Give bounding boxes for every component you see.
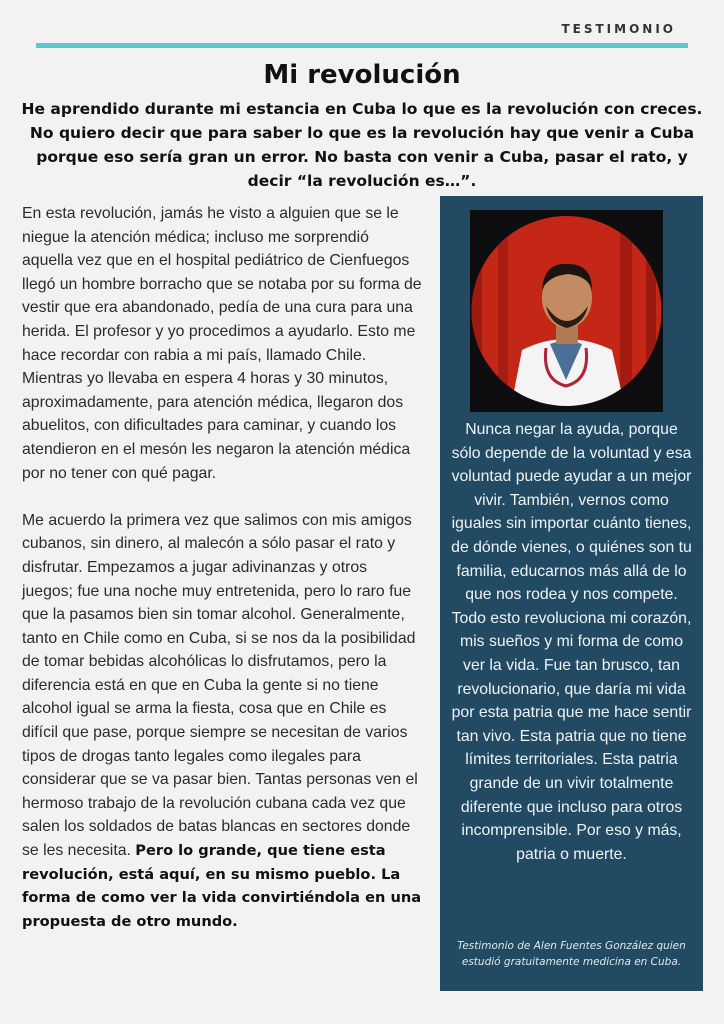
header-divider bbox=[36, 43, 688, 48]
testimonial-credit: Testimonio de Alen Fuentes González quien estudió gratuitamente medicina en Cuba. bbox=[457, 940, 686, 968]
body-paragraph-1: En esta revolución, jamás he visto a alguien que se le niegue la atención médica; incluso me sorprendió aquella vez que en el hospital pediátrico de Cienfuegos llegó un hombre borracho que se notaba por su forma de vestir que era abandonado, pedía de una cura para una herida. El profesor y yo procedimos a ayudarlo. Esto me hace recordar con rabia a mi país, llamado Chile. Mientras yo llevaba en espera 4 horas y 30 minutos, aproximadamente, para atención médica, llegaron dos abuelitos, con dificultades para caminar, y cuando los atendieron en el mesón les negaron la atención médica por no tener con qué pagar. bbox=[22, 205, 422, 482]
section-kicker: TESTIMONIO bbox=[561, 22, 676, 36]
body-paragraph-2-text: Me acuerdo la primera vez que salimos con mis amigos cubanos, sin dinero, al malecón a sólo pasar el rato y disfrutar. Empezamos a jugar adivinanzas y otros juegos; fue una noche muy entretenida, pero lo raro fue que la pasamos bien sin tomar alcohol. Generalmente, tanto en Chile como en Cuba, si se nos da la posibilidad de tomar bebidas alcohólicas lo disfrutamos, pero la diferencia está en que en Cuba la gente si no tiene alcohol igual se arma la fiesta, cosa que en Chile es difícil que pase, porque siempre se necesitan de varios tipos de drogas tanto legales como ilegales para considerar que se va pasar bien. Tantas personas ven el hermoso trabajo de la revolución cubana cada vez que salen los soldados de batas blancas en sectores donde se les necesita. bbox=[22, 511, 418, 860]
article-lead: He aprendido durante mi estancia en Cuba lo que es la revolución con creces. No quiero decir que para saber lo que es la revolución hay que venir a Cuba porque eso sería gran un error. No basta con venir a Cuba, pasar el rato, y decir “la revolución es…”. bbox=[21, 100, 703, 190]
portrait-photo bbox=[470, 210, 663, 412]
article-body bbox=[22, 202, 422, 957]
body-paragraph-2 bbox=[22, 509, 422, 934]
body-paragraph-2-bold: Pero lo grande, que tiene esta revolución, está aquí, en su mismo pueblo. La forma de como ver la vida convirtiéndola en una propuesta de otro mundo. bbox=[22, 842, 422, 930]
article-title: Mi revolución bbox=[263, 60, 461, 90]
portrait-illustration bbox=[470, 210, 663, 412]
testimonial-quote: Nunca negar la ayuda, porque sólo depende de la voluntad y esa voluntad puede ayudar a un mejor vivir. También, vernos como iguales sin importar cuánto tienes, de dónde vienes, o quiénes son tu familia, educarnos más allá de lo que nos rodea y nos compete. Todo esto revoluciona mi corazón, mis sueños y mi forma de como ver la vida. Fue tan brusco, tan revolucionario, que daría mi vida por esta patria que me hace sentir tan vivo. Esta patria que no tiene límites territoriales. Esta patria grande de un vivir totalmente diferente que incluso para otros incomprensible. Por eso y más, patria o muerte. bbox=[451, 421, 692, 863]
testimonial-sidebar bbox=[440, 196, 703, 991]
